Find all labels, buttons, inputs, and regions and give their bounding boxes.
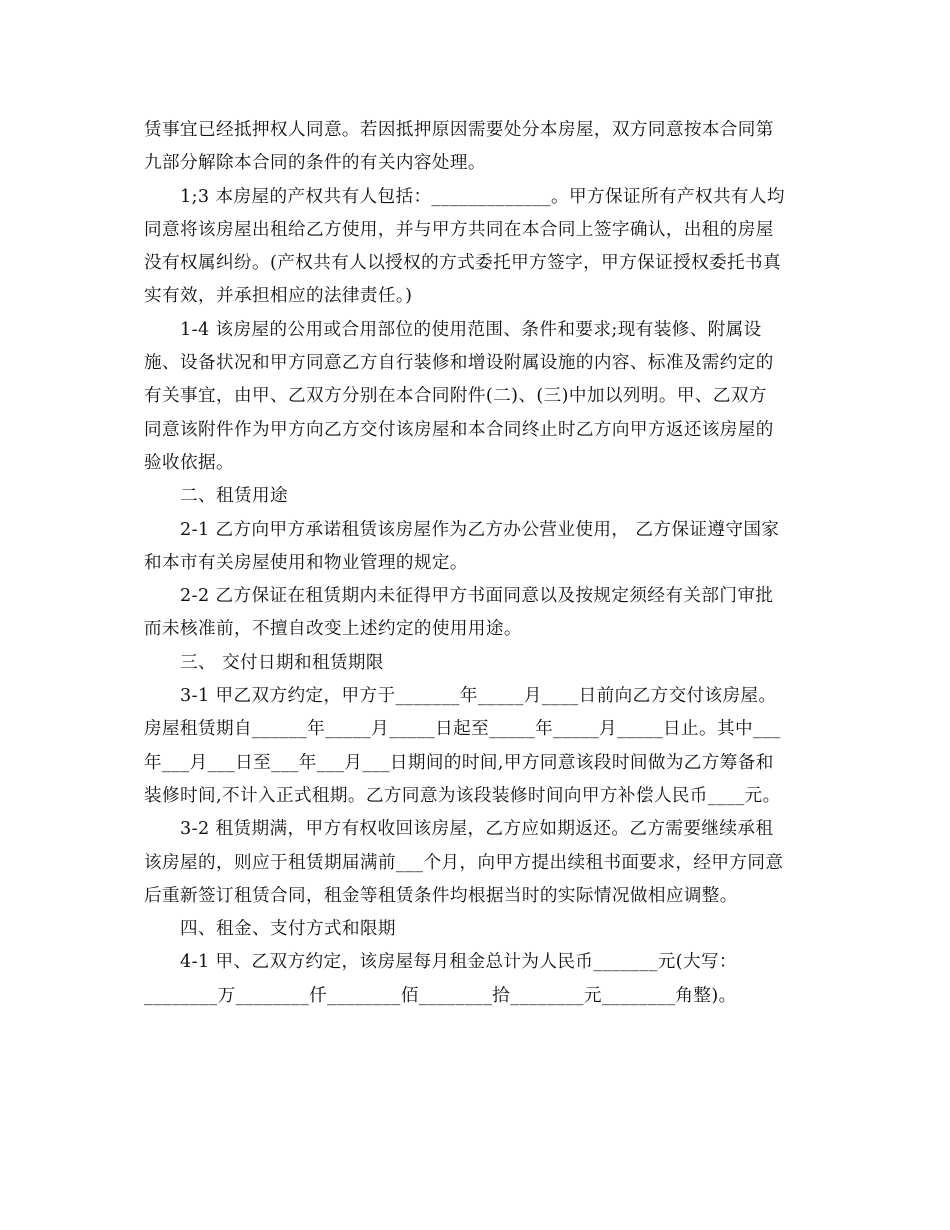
clause-2-2: 2-2 乙方保证在租赁期内未征得甲方书面同意以及按规定须经有关部门审批	[180, 586, 774, 607]
section-heading-3: 三、 交付日期和租赁期限	[180, 652, 384, 673]
clause-3-2: 3-2 租赁期满，甲方有权收回该房屋，乙方应如期返还。乙方需要继续承租	[180, 819, 774, 840]
text-line: 装修时间,不计入正式租期。乙方同意为该段装修时间向甲方补偿人民币____元。	[144, 785, 781, 806]
text-line: 有关事宜，由甲、乙双方分别在本合同附件(二)、(三)中加以列明。甲、乙双方	[144, 386, 767, 407]
text-line: 同意将该房屋出租给乙方使用，并与甲方共同在本合同上签字确认，出租的房屋	[144, 219, 774, 240]
text-line: 没有权属纠纷。(产权共有人以授权的方式委托甲方签字，甲方保证授权委托书真	[144, 253, 782, 274]
text-line: 和本市有关房屋使用和物业管理的规定。	[144, 552, 468, 573]
text-line: 验收依据。	[144, 452, 234, 473]
document-body	[144, 114, 809, 1013]
text-line: ________万________仟________佰________拾________元________角整)。	[144, 985, 737, 1006]
text-line: 该房屋的，则应于租赁期届满前___个月，向甲方提出续租书面要求，经甲方同意	[144, 852, 784, 873]
clause-1-3: 1;3 本房屋的产权共有人包括：_____________。甲方保证所有产权共有人均	[180, 186, 785, 207]
text-line: 赁事宜已经抵押权人同意。若因抵押原因需要处分本房屋，双方同意按本合同第	[144, 120, 774, 140]
clause-4-1: 4-1 甲、乙双方约定，该房屋每月租金总计为人民币_______元(大写：	[180, 952, 738, 973]
text-line: 年___月___日至___年___月___日期间的时间,甲方同意该段时间做为乙方筹备和	[144, 752, 774, 773]
text-line: 实有效，并承担相应的法律责任。)	[144, 286, 413, 307]
text-line: 后重新签订租赁合同，租金等租赁条件均根据当时的实际情况做相应调整。	[144, 885, 738, 906]
clause-3-1: 3-1 甲乙双方约定，甲方于_______年_____月____日前向乙方交付该房屋。	[180, 686, 777, 707]
clause-1-4: 1-4 该房屋的公用或合用部位的使用范围、条件和要求;现有装修、附属设	[180, 319, 762, 340]
clause-2-1: 2-1 乙方向甲方承诺租赁该房屋作为乙方办公营业使用， 乙方保证遵守国家	[180, 519, 780, 540]
section-heading-2: 二、租赁用途	[180, 486, 288, 507]
text-line: 房屋租赁期自______年_____月_____日起至_____年_____月_____日止。其中___	[144, 719, 781, 740]
text-line: 而未核准前，不擅自改变上述约定的使用用途。	[144, 619, 522, 640]
text-line: 同意该附件作为甲方向乙方交付该房屋和本合同终止时乙方向甲方返还该房屋的	[144, 419, 774, 440]
section-heading-4: 四、租金、支付方式和限期	[180, 919, 396, 940]
text-line: 施、设备状况和甲方同意乙方自行装修和增设附属设施的内容、标准及需约定的	[144, 353, 774, 374]
text-line: 九部分解除本合同的条件的有关内容处理。	[144, 153, 486, 174]
